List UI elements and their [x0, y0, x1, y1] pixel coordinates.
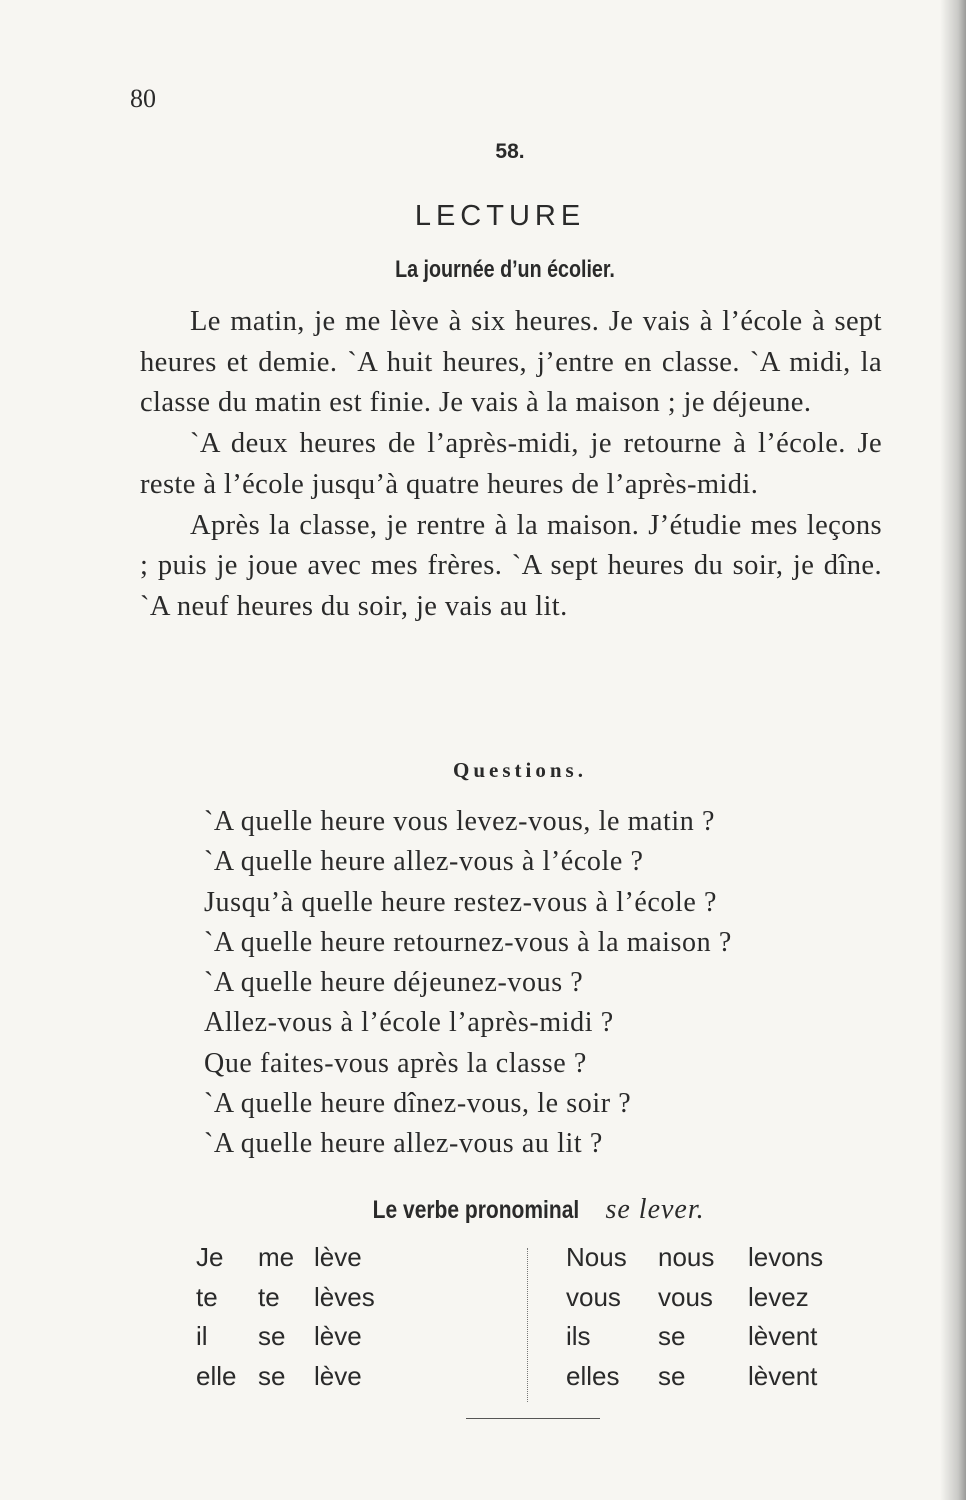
subject-pronoun: vous — [566, 1281, 621, 1312]
questions-title: Questions. — [453, 758, 587, 782]
reflexive-pronoun: se — [658, 1321, 686, 1351]
reading-text — [140, 302, 882, 628]
question-item: `A quelle heure allez-vous au lit ? — [204, 1128, 603, 1160]
question-item: `A quelle heure retournez-vous à la maison ? — [204, 926, 732, 958]
closing-rule — [466, 1418, 600, 1419]
question-item: `A quelle heure vous levez-vous, le matin ? — [204, 806, 715, 837]
questions-list — [204, 802, 732, 1165]
reflexive-pronoun: se — [658, 1360, 686, 1391]
column-divider — [527, 1248, 528, 1402]
reflexive-pronoun: me — [258, 1242, 295, 1272]
page-number: 80 — [130, 84, 156, 113]
subject-pronoun: Je — [196, 1242, 224, 1272]
subject-pronoun: Nous — [566, 1242, 627, 1272]
verb-form: lèves — [314, 1281, 375, 1312]
verb-form: lève — [314, 1242, 362, 1272]
reflexive-pronoun: se — [258, 1321, 286, 1351]
reflexive-pronoun: nous — [658, 1242, 715, 1272]
verb-form: lève — [314, 1360, 362, 1391]
question-item: Jusqu’à quelle heure restez-vous à l’école ? — [204, 886, 718, 918]
question-item: `A quelle heure dînez-vous, le soir ? — [204, 1088, 632, 1120]
question-item: `A quelle heure allez-vous à l’école ? — [204, 846, 644, 878]
reading-title: La journée d’un écolier. — [395, 256, 615, 283]
subject-pronoun: te — [196, 1281, 218, 1312]
reflexive-pronoun: se — [258, 1360, 286, 1391]
subject-pronoun: ils — [566, 1321, 591, 1351]
reading-paragraph: `A deux heures de l’après-midi, je retourne à l’école. Je reste à l’école jusqu’à quatre heures de l’après-midi. — [140, 428, 882, 500]
verb-form: lève — [314, 1321, 362, 1351]
verb-heading — [0, 1194, 966, 1226]
reading-paragraph: Le matin, je me lève à six heures. Je vais à l’école à sept heures et demie. `A huit heures, j’entre en classe. `A midi, la classe du matin est finie. Je vais à la maison ; je déjeune. — [140, 306, 882, 419]
reflexive-pronoun: vous — [658, 1281, 713, 1312]
verb-form: lèvent — [748, 1321, 818, 1351]
verb-form: lèvent — [748, 1360, 818, 1391]
verb-form: levez — [748, 1281, 809, 1312]
section-title: LECTURE — [414, 200, 586, 232]
verb-heading-infinitive: se lever. — [605, 1194, 705, 1225]
reading-paragraph: Après la classe, je rentre à la maison. J’étudie mes leçons ; puis je joue avec mes frères. `A sept heures du soir, je dîne. `A neuf heures du soir, je vais au lit. — [140, 509, 882, 622]
question-item: Allez-vous à l’école l’après-midi ? — [204, 1007, 614, 1039]
verb-form: levons — [748, 1242, 824, 1272]
reflexive-pronoun: te — [258, 1281, 280, 1312]
subject-pronoun: il — [196, 1321, 208, 1351]
lesson-number: 58. — [495, 140, 525, 163]
subject-pronoun: elles — [566, 1360, 620, 1391]
question-item: Que faites-vous après la classe ? — [204, 1047, 587, 1079]
verb-heading-prefix: Le verbe pronominal — [372, 1196, 580, 1224]
question-item: `A quelle heure déjeunez-vous ? — [204, 967, 584, 999]
subject-pronoun: elle — [196, 1360, 237, 1391]
